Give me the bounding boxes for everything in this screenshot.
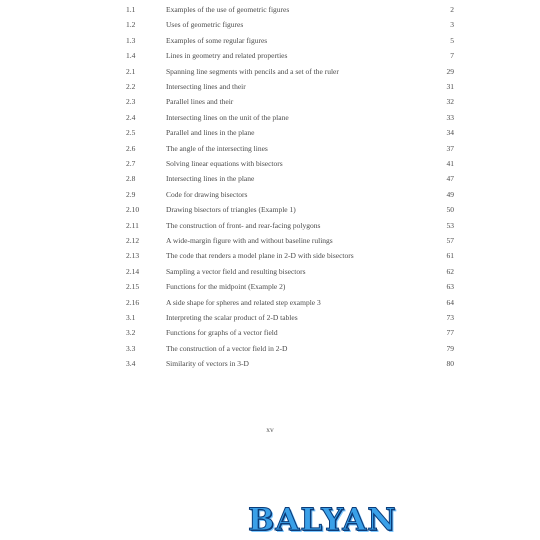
figure-page-number: 57: [446, 236, 454, 245]
figure-title: Code for drawing bisectors: [166, 189, 248, 199]
figure-title: Similarity of vectors in 3-D: [166, 359, 249, 369]
figure-number: 2.12: [126, 236, 140, 245]
figure-title: Drawing bisectors of triangles (Example 1): [166, 205, 296, 215]
figure-number: 2.14: [126, 266, 140, 276]
figure-title: Intersecting lines on the unit of the plane: [166, 112, 289, 122]
figure-title: The code that renders a model plane in 2-D with side bisectors: [166, 251, 354, 261]
figure-number: 3.4: [126, 359, 136, 369]
figure-page-number: 41: [446, 159, 454, 168]
toc-row: [0, 312, 540, 324]
figure-page-number: 47: [446, 174, 454, 184]
figure-number: 3.1: [126, 313, 136, 322]
figure-page-number: 62: [446, 266, 454, 276]
figure-number: 2.4: [126, 112, 136, 122]
figure-number: 2.5: [126, 128, 136, 138]
figure-number: 2.8: [126, 174, 136, 184]
figure-title: Examples of the use of geometric figures: [166, 5, 290, 14]
figure-page-number: 50: [446, 205, 454, 215]
figure-title: A wide-margin figure with and without baseline rulings: [166, 236, 333, 245]
figure-page-number: 3: [450, 20, 454, 30]
toc-row: [0, 127, 540, 139]
toc-row: [0, 112, 540, 124]
figure-title: Intersecting lines in the plane: [166, 174, 255, 184]
figure-number: 3.2: [126, 328, 136, 338]
figure-page-number: 64: [446, 297, 454, 307]
toc-row: [0, 235, 540, 247]
figure-page-number: 77: [446, 328, 454, 338]
figure-number: 3.3: [126, 343, 136, 353]
figure-page-number: 61: [446, 251, 454, 261]
figure-page-number: 80: [446, 359, 454, 369]
toc-row: [0, 19, 540, 31]
toc-row: [0, 343, 540, 355]
figure-title: Parallel and lines in the plane: [166, 128, 255, 138]
toc-row: [0, 250, 540, 262]
figure-title: Sampling a vector field and resulting bisectors: [166, 266, 306, 276]
figure-number: 1.4: [126, 51, 136, 61]
figure-page-number: 31: [446, 82, 454, 91]
toc-row: [0, 66, 540, 78]
figure-page-number: 53: [446, 220, 454, 230]
figure-number: 2.13: [126, 251, 140, 261]
figure-page-number: 63: [446, 282, 454, 292]
figure-page-number: 79: [446, 343, 454, 353]
toc-row: [0, 158, 540, 170]
figure-number: 2.9: [126, 189, 136, 199]
figure-title: Functions for the midpoint (Example 2): [166, 282, 286, 292]
figure-title: Parallel lines and their: [166, 97, 234, 107]
figure-page-number: 32: [446, 97, 454, 107]
toc-row: [0, 35, 540, 47]
figure-title: The construction of front- and rear-facing polygons: [166, 220, 321, 230]
figure-title: Uses of geometric figures: [166, 20, 244, 30]
figure-title: The construction of a vector field in 2-D: [166, 343, 288, 353]
toc-row: [0, 96, 540, 108]
toc-row: [0, 297, 540, 309]
toc-row: [0, 204, 540, 216]
figure-title: Functions for graphs of a vector field: [166, 328, 278, 338]
figure-title: Spanning line segments with pencils and a set of the ruler: [166, 66, 339, 76]
figure-number: 2.7: [126, 159, 136, 168]
figure-number: 2.3: [126, 97, 136, 107]
toc-row: [0, 173, 540, 185]
figure-page-number: 29: [446, 66, 454, 76]
figure-number: 2.2: [126, 82, 136, 91]
toc-row: [0, 358, 540, 370]
toc-row: [0, 143, 540, 155]
figure-title: Lines in geometry and related properties: [166, 51, 288, 61]
figure-number: 2.16: [126, 297, 140, 307]
toc-row: [0, 81, 540, 93]
toc-row: [0, 327, 540, 339]
figure-page-number: 5: [450, 35, 454, 45]
figure-page-number: 37: [446, 143, 454, 153]
figure-title: A side shape for spheres and related step example 3: [166, 297, 321, 307]
balyan-watermark-logo: BALYAN: [248, 502, 397, 538]
figure-number: 2.1: [126, 66, 136, 76]
figure-number: 2.10: [126, 205, 140, 215]
figure-number: 2.15: [126, 282, 140, 292]
figure-number: 2.6: [126, 143, 136, 153]
toc-row: [0, 4, 540, 16]
figure-number: 2.11: [126, 220, 139, 230]
toc-row: [0, 50, 540, 62]
figure-title: Interpreting the scalar product of 2-D tables: [166, 313, 298, 322]
figure-title: The angle of the intersecting lines: [166, 143, 268, 153]
figure-number: 1.2: [126, 20, 136, 30]
figure-number: 1.1: [126, 5, 136, 14]
figure-title: Solving linear equations with bisectors: [166, 159, 283, 168]
toc-row: [0, 220, 540, 232]
figure-page-number: 2: [450, 5, 454, 14]
figure-page-number: 34: [446, 128, 454, 138]
figure-title: Examples of some regular figures: [166, 35, 268, 45]
toc-row: [0, 189, 540, 201]
figure-page-number: 33: [446, 112, 454, 122]
toc-row: [0, 266, 540, 278]
figure-page-number: 7: [450, 51, 454, 61]
figure-page-number: 73: [446, 313, 454, 322]
figure-number: 1.3: [126, 35, 136, 45]
toc-row: [0, 281, 540, 293]
page-number: xv: [266, 425, 274, 434]
figure-page-number: 49: [446, 189, 454, 199]
figure-title: Intersecting lines and their: [166, 82, 246, 91]
